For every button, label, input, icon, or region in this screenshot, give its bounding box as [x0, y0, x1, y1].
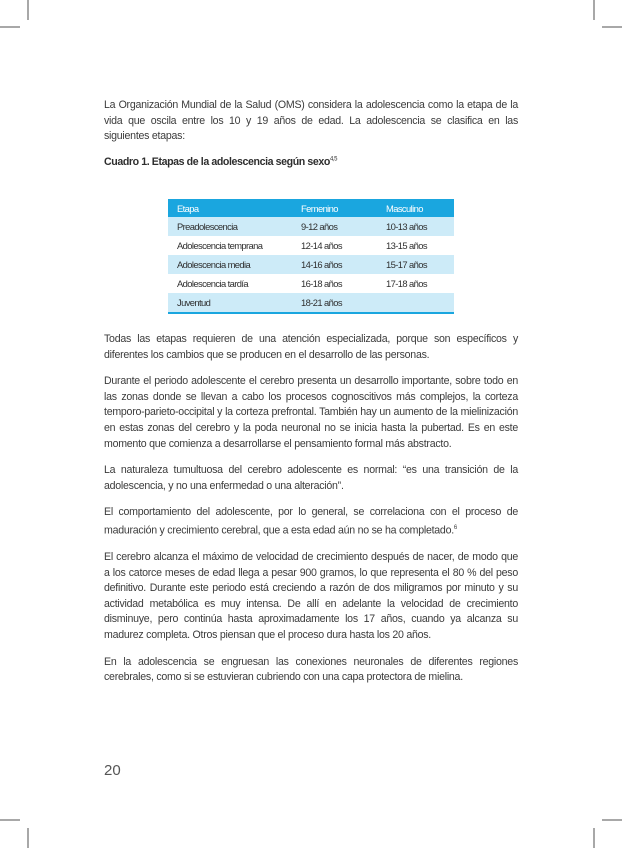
table-caption-text: Cuadro 1. Etapas de la adolescencia según sexo	[104, 155, 330, 168]
crop-mark-bottom-right-vertical	[593, 828, 595, 848]
cell-femenino: 12-14 años	[301, 240, 342, 251]
cell-masculino: 10-13 años	[377, 217, 454, 236]
crop-mark-top-right-vertical	[593, 0, 595, 20]
cell-femenino: 16-18 años	[301, 278, 342, 289]
paragraph-growth-velocity: El cerebro alcanza el máximo de velocidad de crecimiento después de nacer, de modo que a los catorce meses de edad llega a pesar 900 gramos, lo que representa el 80 % del peso definitivo. Durante este periodo está creciendo a razón de dos miligramos por minuto y su actividad metabólica es muy intensa. De allí en adelante la velocidad de crecimiento disminuye, pero continúa hasta aproximadamente los 17 años, cuando ya alcanza su madurez completa. Otros piensan que el proceso dura hasta los 20 años.	[104, 551, 518, 642]
cell-etapa: Adolescencia media	[168, 255, 292, 274]
cell-femenino: 14-16 años	[292, 255, 377, 274]
table-row	[168, 255, 454, 274]
crop-mark-top-left-vertical	[27, 0, 29, 20]
table-header-row	[168, 199, 454, 217]
cell-etapa: Adolescencia tardía	[177, 278, 248, 289]
paragraph-behavior	[104, 505, 518, 539]
paragraph-tumultuous-nature: La naturaleza tumultuosa del cerebro adolescente es normal: “es una transición de la adolescencia, y no una enfermedad o una alteración”.	[104, 464, 518, 492]
paragraph-behavior-reference: 6	[453, 524, 457, 531]
table-row	[168, 236, 454, 255]
paragraph-behavior-text: El comportamiento del adolescente, por lo general, se correlaciona con el proceso de maduración y crecimiento cerebral, que a esta edad aún no se ha completado.	[104, 506, 518, 537]
paragraph-stages-attention: Todas las etapas requieren de una atención especializada, porque son específicos y diferentes los cambios que se producen en el desarrollo de las personas.	[104, 333, 518, 361]
cell-masculino: 17-18 años	[386, 278, 427, 289]
crop-mark-bottom-left-horizontal	[0, 819, 20, 821]
paragraph-brain-development: Durante el periodo adolescente el cerebro presenta un desarrollo importante, sobre todo en las zonas donde se llevan a cabo los procesos cognoscitivos más complejos, la corteza temporo-parieto-occipital y la corteza prefrontal. También hay un aumento de la mielinización en estas zonas del cerebro y la poda neuronal no se inicia hasta la pubertad. Es en este momento que comienza a desarrollarse el pensamiento formal más abstracto.	[104, 375, 518, 450]
table-caption	[104, 156, 518, 168]
table-row	[168, 274, 454, 293]
crop-mark-bottom-left-vertical	[27, 828, 29, 848]
column-header-etapa: Etapa	[168, 199, 292, 217]
cell-femenino: 18-21 años	[292, 293, 377, 313]
page-number: 20	[104, 762, 121, 779]
crop-mark-bottom-right-horizontal	[602, 819, 622, 821]
page-content	[104, 98, 518, 168]
table-row	[168, 217, 454, 236]
cell-masculino: 13-15 años	[386, 240, 427, 251]
column-header-femenino: Femenino	[292, 199, 377, 217]
cell-etapa: Juventud	[168, 293, 292, 313]
cell-etapa: Adolescencia temprana	[177, 240, 263, 251]
table-caption-reference: 4,5	[329, 156, 338, 163]
adolescence-stages-table	[168, 199, 454, 314]
cell-masculino	[377, 293, 454, 313]
cell-masculino: 15-17 años	[377, 255, 454, 274]
crop-mark-top-left-horizontal	[0, 26, 20, 28]
body-text	[104, 332, 518, 697]
cell-etapa: Preadolescencia	[168, 217, 292, 236]
table-row	[168, 293, 454, 313]
intro-paragraph: La Organización Mundial de la Salud (OMS) considera la adolescencia como la etapa de la vida que oscila entre los 10 y 19 años de edad. La adolescencia se clasifica en las siguientes etapas:	[104, 99, 518, 143]
cell-femenino: 9-12 años	[292, 217, 377, 236]
column-header-masculino: Masculino	[377, 199, 454, 217]
paragraph-neural-connections: En la adolescencia se engruesan las conexiones neuronales de diferentes regiones cerebrales, como si se estuvieran cubriendo con una capa protectora de mielina.	[104, 655, 518, 684]
crop-mark-top-right-horizontal	[602, 26, 622, 28]
